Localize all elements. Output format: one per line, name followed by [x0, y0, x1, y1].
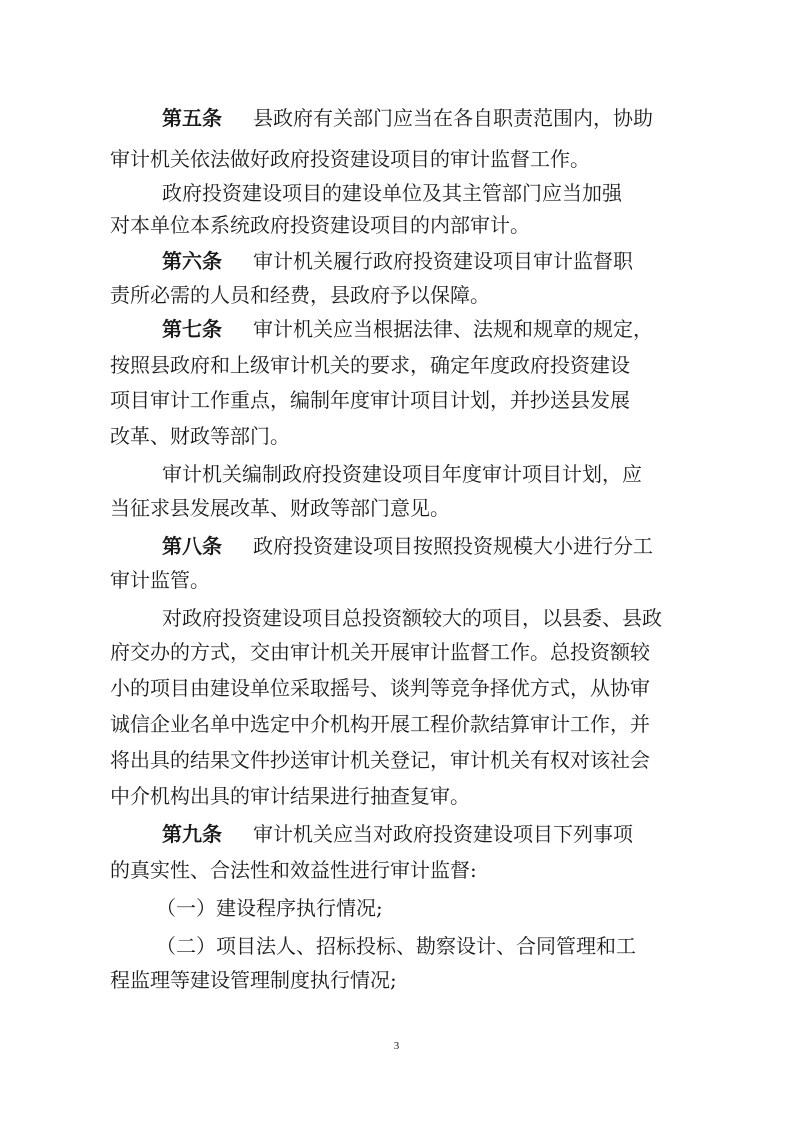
paragraph-text: 审计机关依法做好政府投资建设项目的审计监督工作。: [110, 147, 590, 171]
list-item: （二）项目法人、招标投标、勘察设计、合同管理和工: [156, 934, 636, 958]
paragraph-text: 审计监管。: [110, 568, 210, 592]
paragraph-text: 当征求县发展改革、财政等部门意见。: [110, 496, 450, 520]
paragraph-text: 政府投资建设项目按照投资规模大小进行分工: [253, 534, 653, 558]
paragraph-text: 小的项目由建设单位采取摇号、谈判等竞争择优方式，从协审: [110, 676, 650, 700]
article-5-title: 第五条: [162, 106, 222, 130]
paragraph-text: 程监理等建设管理制度执行情况;: [110, 968, 397, 992]
article-7-title: 第七条: [162, 317, 222, 341]
paragraph-text: 责所必需的人员和经费，县政府予以保障。: [110, 283, 490, 307]
paragraph-text: 府交办的方式，交由审计机关开展审计监督工作。总投资额较: [110, 640, 650, 664]
page-number: 3: [393, 1040, 400, 1052]
paragraph-text: 诚信企业名单中选定中介机构开展工程价款结算审计工作，并: [110, 712, 650, 736]
article-8-title: 第八条: [162, 534, 222, 558]
paragraph-text: 审计机关履行政府投资建设项目审计监督职: [253, 249, 633, 273]
paragraph-text: 中介机构出具的审计结果进行抽查复审。: [110, 784, 470, 808]
paragraph-text: 项目审计工作重点，编制年度审计项目计划，并抄送县发展: [110, 388, 630, 412]
paragraph-text: 审计机关编制政府投资建设项目年度审计项目计划，应: [162, 462, 642, 486]
paragraph-text: 县政府有关部门应当在各自职责范围内，协助: [253, 106, 653, 130]
paragraph-text: 将出具的结果文件抄送审计机关登记，审计机关有权对该社会: [110, 748, 650, 772]
article-6-title: 第六条: [162, 249, 222, 273]
article-9-title: 第九条: [162, 822, 222, 846]
paragraph-text: 的真实性、合法性和效益性进行审计监督:: [110, 858, 477, 882]
paragraph-text: 政府投资建设项目的建设单位及其主管部门应当加强: [162, 181, 622, 205]
list-item: （一）建设程序执行情况;: [156, 896, 383, 920]
paragraph-text: 审计机关应当根据法律、法规和规章的规定，: [253, 317, 653, 341]
paragraph-text: 对政府投资建设项目总投资额较大的项目，以县委、县政: [162, 606, 662, 630]
paragraph-text: 改革、财政等部门。: [110, 424, 290, 448]
paragraph-text: 审计机关应当对政府投资建设项目下列事项: [253, 822, 633, 846]
paragraph-text: 对本单位本系统政府投资建设项目的内部审计。: [110, 213, 530, 237]
paragraph-text: 按照县政府和上级审计机关的要求，确定年度政府投资建设: [110, 353, 630, 377]
